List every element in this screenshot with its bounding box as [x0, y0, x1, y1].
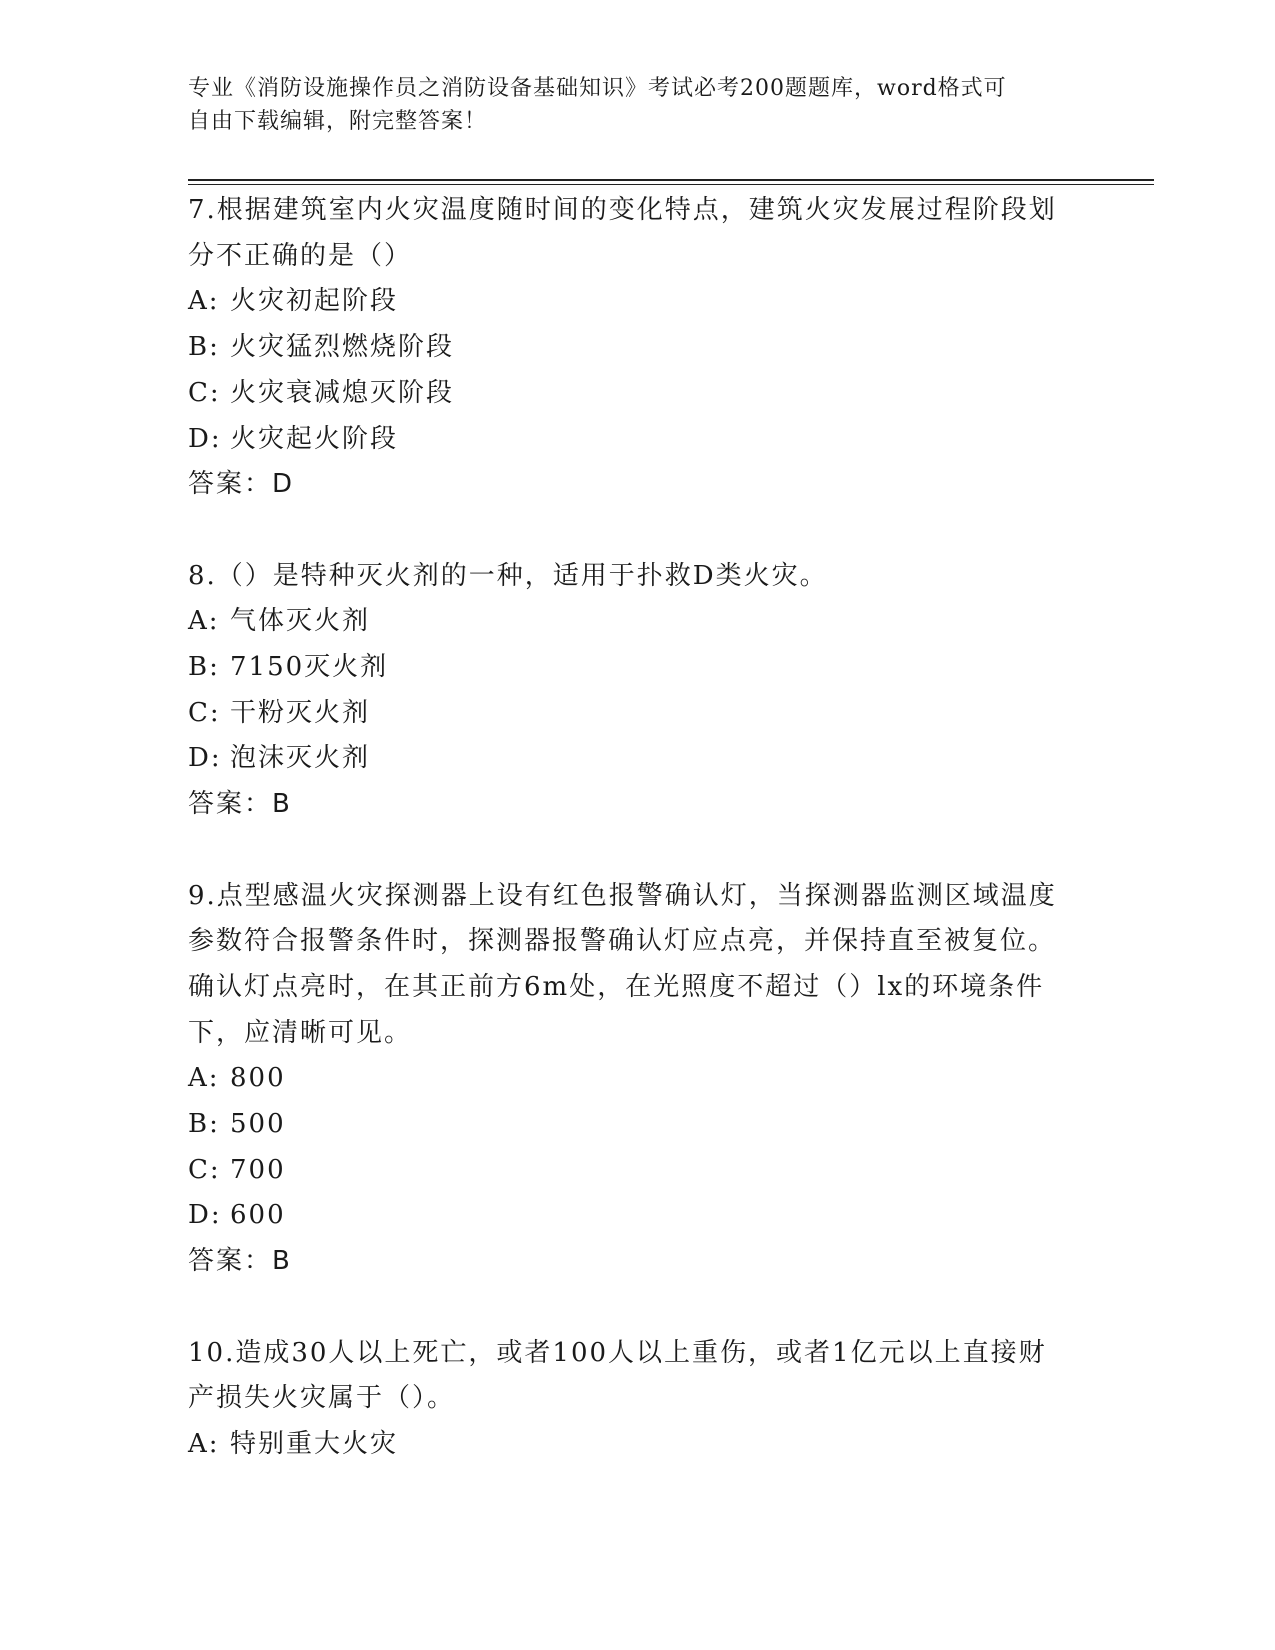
question-stem: 10.造成30人以上死亡，或者100人以上重伤，或者1亿元以上直接财产损失火灾属于（）。 — [188, 1337, 1047, 1414]
option-letter: B: — [188, 652, 220, 683]
option-b — [188, 1102, 1088, 1148]
spacer — [188, 828, 1088, 874]
option-text: 火灾初起阶段 — [230, 286, 399, 317]
question-10 — [188, 1331, 1088, 1468]
question-9 — [188, 874, 1088, 1285]
document-header — [188, 72, 1068, 138]
option-text: 特别重大火灾 — [230, 1428, 399, 1459]
header-line-1: 专业《消防设施操作员之消防设备基础知识》考试必考200题题库，word格式可 — [188, 76, 1007, 101]
option-a — [188, 599, 1088, 645]
option-letter: C: — [188, 697, 221, 728]
option-a — [188, 1422, 1088, 1468]
option-d — [188, 736, 1088, 782]
spacer — [188, 1285, 1088, 1331]
answer-line: 答案：D — [188, 469, 295, 500]
option-a — [188, 279, 1088, 325]
option-text: 火灾猛烈燃烧阶段 — [230, 332, 455, 363]
question-stem: 9.点型感温火灾探测器上设有红色报警确认灯，当探测器监测区域温度参数符合报警条件时，探测器报警确认灯应点亮，并保持直至被复位。确认灯点亮时，在其正前方6m处，在光照度不超过（）lx的环境条件下，应清晰可见。 — [188, 880, 1057, 1048]
option-letter: D: — [188, 743, 222, 774]
option-c — [188, 691, 1088, 737]
option-d — [188, 417, 1088, 463]
question-list — [188, 188, 1088, 1468]
option-letter: D: — [188, 423, 222, 454]
option-letter: A: — [188, 286, 220, 317]
option-c — [188, 1148, 1088, 1194]
option-c — [188, 371, 1088, 417]
option-text: 800 — [230, 1063, 286, 1094]
question-stem: 8.（）是特种灭火剂的一种，适用于扑救D类火灾。 — [188, 560, 828, 591]
answer-line: 答案：B — [188, 789, 292, 820]
option-text: 700 — [230, 1154, 286, 1185]
option-d — [188, 1193, 1088, 1239]
question-7 — [188, 188, 1088, 508]
option-letter: A: — [188, 1428, 220, 1459]
option-letter: C: — [188, 1154, 221, 1185]
option-text: 泡沫灭火剂 — [230, 743, 371, 774]
answer-line: 答案：B — [188, 1246, 292, 1277]
question-stem: 7.根据建筑室内火灾温度随时间的变化特点，建筑火灾发展过程阶段划分不正确的是（） — [188, 195, 1057, 271]
option-b — [188, 325, 1088, 371]
option-text: 火灾衰减熄灭阶段 — [230, 377, 455, 408]
option-letter: B: — [188, 1109, 220, 1140]
header-divider-thick — [188, 179, 1154, 181]
option-b — [188, 645, 1088, 691]
option-text: 干粉灭火剂 — [230, 697, 371, 728]
question-8 — [188, 554, 1088, 828]
option-text: 500 — [230, 1109, 286, 1140]
option-letter: A: — [188, 606, 220, 637]
option-letter: A: — [188, 1063, 220, 1094]
spacer — [188, 508, 1088, 554]
option-letter: C: — [188, 377, 221, 408]
option-a — [188, 1056, 1088, 1102]
option-text: 7150灭火剂 — [230, 652, 389, 683]
header-line-2: 自由下载编辑，附完整答案！ — [188, 109, 488, 134]
option-letter: D: — [188, 1200, 222, 1231]
option-text: 气体灭火剂 — [230, 606, 371, 637]
option-letter: B: — [188, 332, 220, 363]
option-text: 火灾起火阶段 — [230, 423, 399, 454]
option-text: 600 — [230, 1200, 286, 1231]
header-divider-thin — [188, 184, 1154, 185]
